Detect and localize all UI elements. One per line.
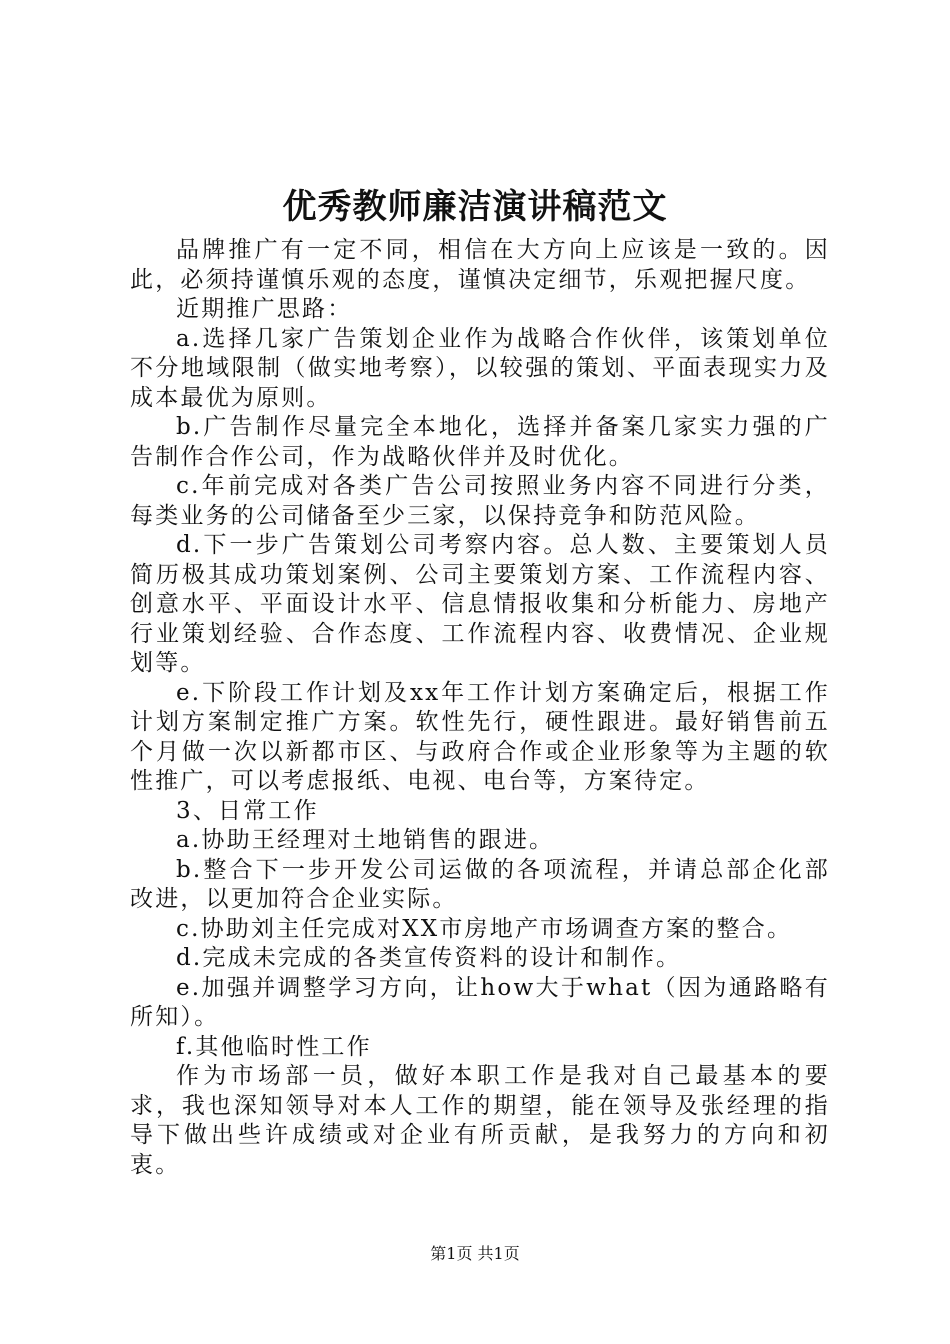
paragraph: d.下一步广告策划公司考察内容。总人数、主要策划人员简历极其成功策划案例、公司主要策划方案、工作流程内容、创意水平、平面设计水平、信息情报收集和分析能力、房地产行业策划经验、合作态度、工作流程内容、收费情况、企业规划等。: [130, 532, 830, 676]
paragraph: 3、日常工作: [176, 797, 319, 824]
page-number: 第1页 共1页: [430, 1244, 520, 1263]
paragraph: f.其他临时性工作: [176, 1033, 372, 1060]
paragraph: a.协助王经理对土地销售的跟进。: [176, 827, 555, 853]
paragraph: 近期推广思路：: [176, 296, 353, 322]
paragraph: b.整合下一步开发公司运做的各项流程，并请总部企化部改进，以更加符合企业实际。: [130, 856, 830, 912]
paragraph: 作为市场部一员，做好本职工作是我对自己最基本的要求，我也深知领导对本人工作的期望，能在领导及张经理的指导下做出些许成绩或对企业有所贡献，是我努力的方向和初衷。: [130, 1063, 830, 1178]
page-title: 优秀教师廉洁演讲稿范文: [282, 187, 668, 227]
paragraph: a.选择几家广告策划企业作为战略合作伙伴，该策划单位不分地域限制（做实地考察），以较强的策划、平面表现实力及成本最优为原则。: [130, 325, 830, 411]
paragraph: c.协助刘主任完成对XX市房地产市场调查方案的整合。: [176, 915, 793, 942]
paragraph: 品牌推广有一定不同，相信在大方向上应该是一致的。因此，必须持谨慎乐观的态度，谨慎决定细节，乐观把握尺度。: [130, 237, 830, 293]
document-body: [130, 236, 830, 1180]
paragraph: e.加强并调整学习方向，让how大于what（因为通路略有所知）。: [130, 974, 830, 1030]
paragraph: c.年前完成对各类广告公司按照业务内容不同进行分类，每类业务的公司储备至少三家，以保持竞争和防范风险。: [130, 473, 830, 529]
paragraph: b.广告制作尽量完全本地化，选择并备案几家实力强的广告制作合作公司，作为战略伙伴并及时优化。: [130, 414, 830, 470]
paragraph: d.完成未完成的各类宣传资料的设计和制作。: [176, 945, 682, 971]
paragraph: e.下阶段工作计划及xx年工作计划方案确定后，根据工作计划方案制定推广方案。软性先行，硬性跟进。最好销售前五个月做一次以新都市区、与政府合作或企业形象等为主题的软性推广，可以考虑报纸、电视、电台等，方案待定。: [130, 679, 830, 794]
